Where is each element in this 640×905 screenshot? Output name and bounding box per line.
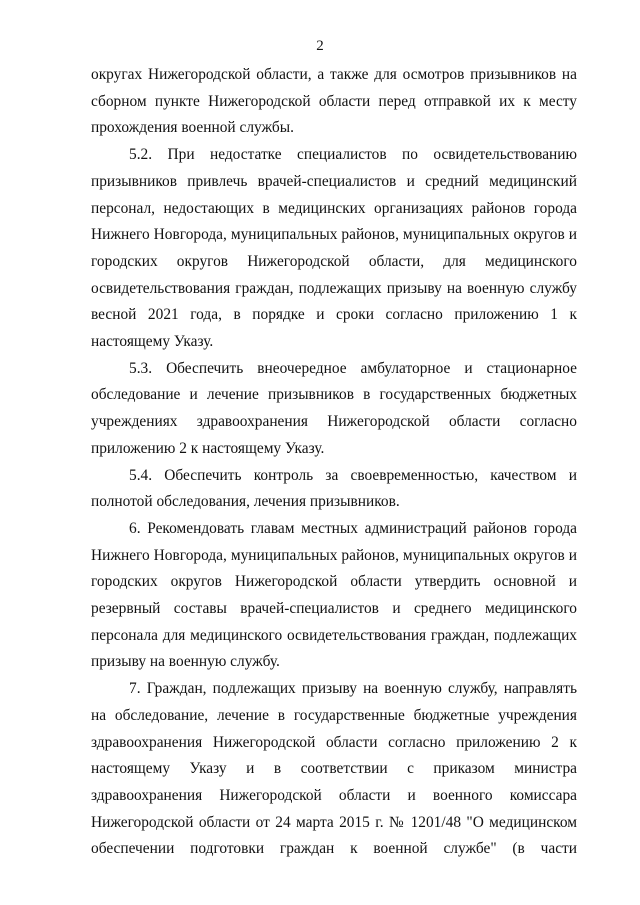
paragraph-5-3: 5.3. Обеспечить внеочередное амбулаторное и стационарное обследование и лечение призывников в государственных бюджетных учреждениях здравоохранения Нижегородской области согласно приложению 2 к настоящему Указу. (91, 359, 577, 457)
page-number: 2 (316, 38, 324, 54)
paragraph-6: 6. Рекомендовать главам местных администраций районов города Нижнего Новгорода, муниципальных районов, муниципальных округов и городских округов Нижегородской области утвердить основной и резервный составы врачей-специалистов и среднего медицинского персонала для медицинского освидетельствования граждан, подлежащих призыву на военную службу. (91, 519, 577, 671)
paragraph-continuation: округах Нижегородской области, а также для осмотров призывников на сборном пункте Нижегородской области перед отправкой их к месту прохождения военной службы. (91, 66, 577, 137)
paragraph-7: 7. Граждан, подлежащих призыву на военную службу, направлять на обследование, лечение в государственные бюджетные учреждения здравоохранения Нижегородской области согласно приложению 2 к настоящему Указу и в соответствии с приказом министра здравоохранения Нижегородской области и военного комиссара Нижегородской области от 24 марта 2015 г. № 1201/48 "О медицинском обеспечении подготовки граждан к военной службе" (в части (91, 680, 577, 858)
paragraph-5-2: 5.2. При недостатке специалистов по освидетельствованию призывников привлечь врачей-специалистов и средний медицинский персонал, недостающих в медицинских организациях районов города Нижнего Новгорода, муниципальных районов, муниципальных округов и городских округов Нижегородской области, для медицинского освидетельствования граждан, подлежащих призыву на военную службу весной 2021 года, в порядке и сроки согласно приложению 1 к настоящему Указу. (91, 146, 577, 351)
document-body (91, 62, 577, 863)
paragraph-5-4: 5.4. Обеспечить контроль за своевременностью, качеством и полнотой обследования, лечения призывников. (91, 466, 577, 511)
